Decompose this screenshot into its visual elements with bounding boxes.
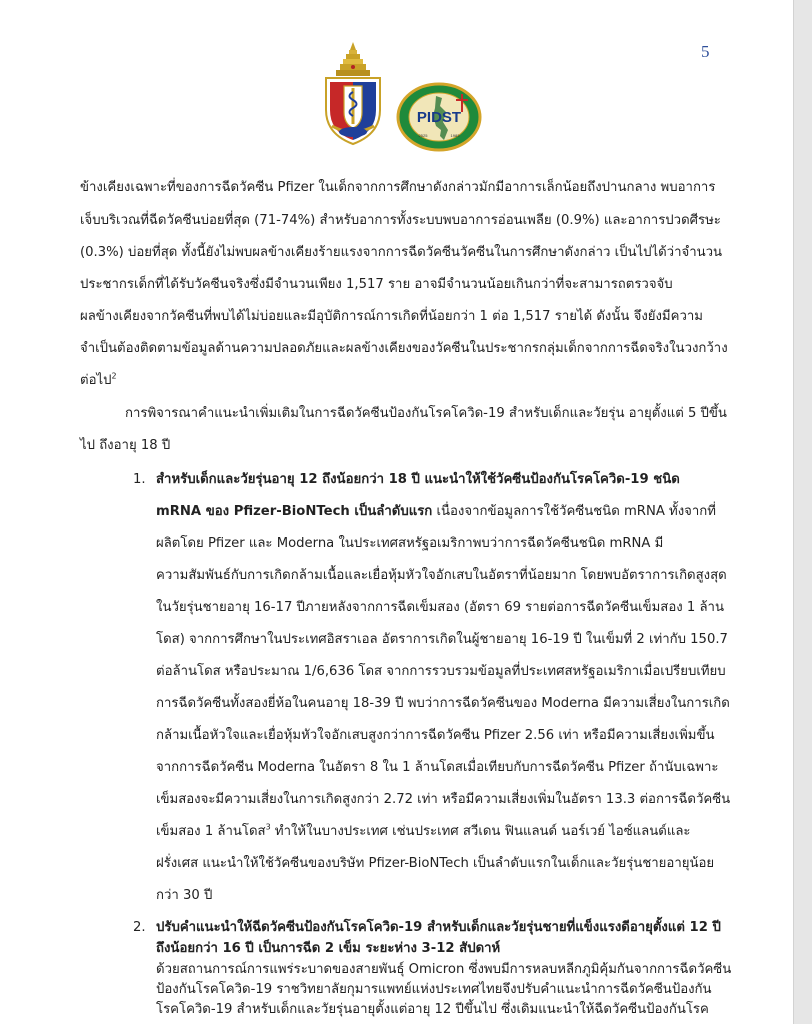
- item-1-number: 1.: [133, 472, 146, 487]
- item-1-line-12: กว่า 30 ปี: [156, 888, 213, 903]
- item-1-line-3: ในวัยรุ่นชายอายุ 16-17 ปีภายหลังจากการฉีดเข็มสอง (อัตรา 69 รายต่อการฉีดวัคซีนเข็มสอง 1 ล้าน: [156, 600, 724, 615]
- item-1-heading-line-2: [156, 502, 716, 522]
- item-1-heading-rest: เนื่องจากข้อมูลการใช้วัคซีนชนิด mRNA ทั้งจากที่: [432, 504, 716, 519]
- pidst-logo: [396, 82, 482, 152]
- item-2-heading-line-2: ถึงน้อยกว่า 16 ปี เป็นการฉีด 2 เข็ม ระยะห่าง 3-12 สัปดาห์: [156, 941, 501, 956]
- item-1-line-2: ความสัมพันธ์กับการเกิดกล้ามเนื้อและเยื่อหุ้มหัวใจอักเสบในอัตราที่น้อยมาก โดยพบอัตราการเกิดสูงสุด: [156, 568, 727, 583]
- item-1-line-8: จากการฉีดวัคซีน Moderna ในอัตรา 8 ใน 1 ล้านโดสเมื่อเทียบกับการฉีดวัคซีน Pfizer ถ้านับเฉพาะ: [156, 760, 719, 775]
- item-1-heading-bold: mRNA ของ Pfizer-BioNTech เป็นลำดับแรก: [156, 504, 433, 519]
- intro-line-5: ผลข้างเคียงจากวัคซีนที่พบได้ไม่บ่อยและมีอุบัติการณ์การเกิดที่น้อยกว่า 1 ต่อ 1,517 รายได้ ดังนั้น จึงยังมีความ: [80, 309, 703, 324]
- item-1-line-6: การฉีดวัคซีนทั้งสองยี่ห้อในคนอายุ 18-39 ปี พบว่าการฉีดวัคซีนของ Moderna มีความเสี่ยงในการเกิด: [156, 696, 730, 711]
- item-2-heading-line-1: ปรับคำแนะนำให้ฉีดวัคซีนป้องกันโรคโควิด-19 สำหรับเด็กและวัยรุ่นชายที่แข็งแรงดีอายุตั้งแต่ 12 ปี: [156, 920, 721, 935]
- item-2-line-2: ป้องกันโรคโควิด-19 ราชวิทยาลัยกุมารแพทย์แห่งประเทศไทยจึงปรับคำแนะนำการฉีดวัคซีนป้องกัน: [156, 982, 712, 997]
- item-2-line-1: ด้วยสถานการณ์การแพร่ระบาดของสายพันธุ์ Omicron ซึ่งพบมีการหลบหลีกภูมิคุ้มกันจากการฉีดวัคซีน: [156, 962, 732, 977]
- page-number: 5: [701, 42, 710, 61]
- footnote-ref[interactable]: 2: [111, 371, 117, 381]
- pidst-logo-label: PIDST: [416, 109, 462, 126]
- pidst-logo-year-right: 1983: [450, 133, 460, 138]
- intro-line-1: ข้างเคียงเฉพาะที่ของการฉีดวัคซีน Pfizer ในเด็กจากการศึกษาดังกล่าวมักมีอาการเล็กน้อยถึงปานกลาง พบอาการ: [80, 180, 716, 195]
- intro-last-text: ต่อไป: [80, 373, 112, 388]
- item-1-heading-line-1: สำหรับเด็กและวัยรุ่นอายุ 12 ถึงน้อยกว่า 18 ปี แนะนำให้ใช้วัคซีนป้องกันโรคโควิด-19 ชนิด: [156, 472, 680, 487]
- item-2-number: 2.: [133, 920, 146, 935]
- item-2-line-3: โรคโควิด-19 สำหรับเด็กและวัยรุ่นอายุตั้งแต่อายุ 12 ปีขึ้นไป ซึ่งเดิมแนะนำให้ฉีดวัคซีนป้องกันโรค: [156, 1002, 709, 1017]
- item-1-line-5: ต่อล้านโดส หรือประมาณ 1/6,636 โดส จากการรวบรวมข้อมูลที่ประเทศสหรัฐอเมริกาเมื่อเปรียบเทียบ: [156, 664, 726, 679]
- item-1-line-11: ฝรั่งเศส แนะนำให้ใช้วัคซีนของบริษัท Pfizer-BioNTech เป็นลำดับแรกในเด็กและวัยรุ่นชายอายุน้อย: [156, 856, 715, 871]
- viewer-scrollbar[interactable]: [793, 0, 812, 1024]
- intro-line-6: จำเป็นต้องติดตามข้อมูลด้านความปลอดภัยและผลข้างเคียงของวัคซีนในประชากรกลุ่มเด็กจากการฉีดจริงในวงกว้าง: [80, 341, 728, 356]
- intro-line-2: เจ็บบริเวณที่ฉีดวัคซีนบ่อยที่สุด (71-74%) สำหรับอาการทั้งระบบพบอาการอ่อนเพลีย (0.9%) และอาการปวดศีรษะ: [80, 213, 721, 228]
- item-1-line-1: ผลิตโดย Pfizer และ Moderna ในประเทศสหรัฐอเมริกาพบว่าการฉีดวัคซีนชนิด mRNA มี: [156, 536, 664, 551]
- pidst-logo-year-left: 2525: [418, 133, 428, 138]
- footnote-ref[interactable]: 3: [265, 822, 271, 832]
- intro-line-4: ประชากรเด็กที่ได้รับวัคซีนจริงซึ่งมีจำนวนเพียง 1,517 ราย อาจมีจำนวนน้อยเกินกว่าที่จะสามารถตรวจจับ: [80, 277, 673, 292]
- item-1-line-7: กล้ามเนื้อหัวใจและเยื่อหุ้มหัวใจอักเสบสูงกว่าการฉีดวัคซีน Pfizer 2.56 เท่า หรือมีความเสี่ยงเพิ่มขึ้น: [156, 728, 715, 743]
- item-1-line-10-b: ทำให้ในบางประเทศ เช่นประเทศ สวีเดน ฟินแลนด์ นอร์เวย์ ไอซ์แลนด์และ: [270, 824, 691, 839]
- item-1-line-4: โดส) จากการศึกษาในประเทศอิสราเอล อัตราการเกิดในผู้ชายอายุ 16-19 ปี ในเข็มที่ 2 เท่ากับ 150.7: [156, 632, 728, 647]
- item-1-line-10-a: เข็มสอง 1 ล้านโดส: [156, 824, 266, 839]
- consideration-line-1: การพิจารณาคำแนะนำเพิ่มเติมในการฉีดวัคซีนป้องกันโรคโควิด-19 สำหรับเด็กและวัยรุ่น อายุตั้งแต่ 5 ปีขึ้น: [125, 406, 727, 421]
- intro-line-3: (0.3%) บ่อยที่สุด ทั้งนี้ยังไม่พบผลข้างเคียงร้ายแรงจากการฉีดวัคซีนวัคซีนในการศึกษาดังกล่าว เป็นไปได้ว่าจำนวน: [80, 245, 723, 260]
- royal-college-crest-logo: [318, 40, 388, 148]
- consideration-line-2: ไป ถึงอายุ 18 ปี: [80, 438, 171, 453]
- item-1-line-10: [156, 822, 690, 842]
- intro-line-7: [80, 371, 117, 391]
- item-1-line-9: เข็มสองจะมีความเสี่ยงในการเกิดสูงกว่า 2.72 เท่า หรือมีความเสี่ยงเพิ่มในอัตรา 13.3 ต่อการฉีดวัคซีน: [156, 792, 731, 807]
